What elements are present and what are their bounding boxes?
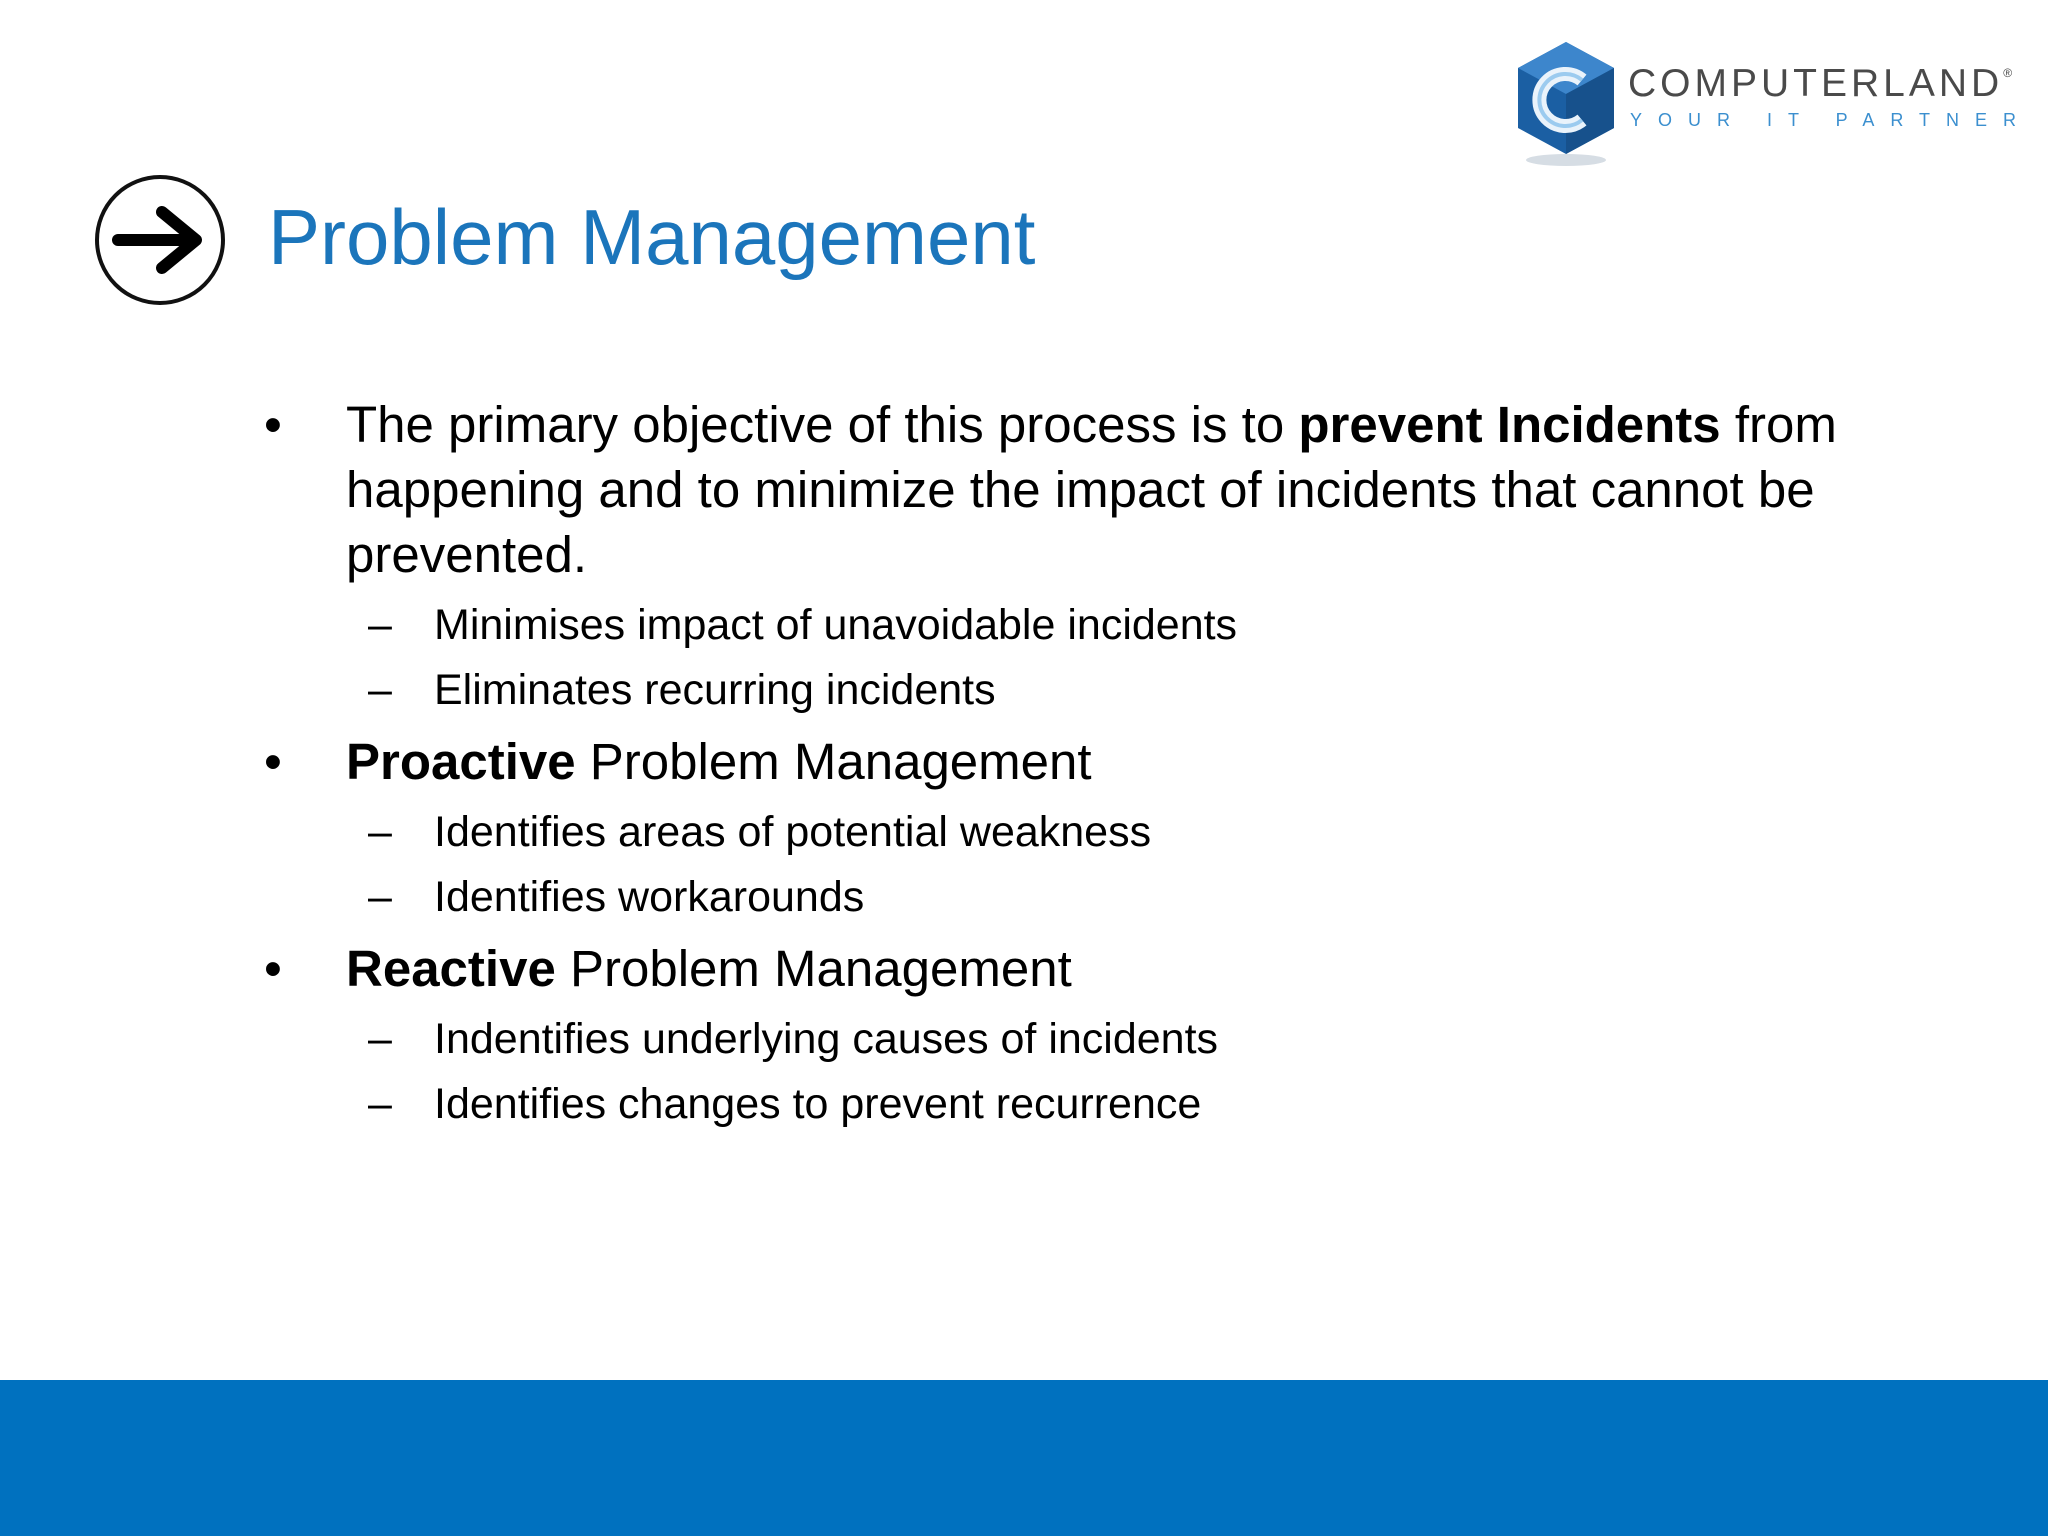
dash-mark: – [368, 873, 392, 921]
bullet-text: Problem Management [575, 733, 1092, 790]
sub-item [264, 593, 1944, 658]
footer-band [0, 1380, 2048, 1536]
page-title: Problem Management [268, 193, 1036, 281]
sub-item [264, 1007, 1944, 1072]
bullet-mark: • [264, 940, 282, 997]
bullet-text: from happening and to minimize the impact of incidents that cannot be prevented. [346, 396, 1837, 583]
dash-mark: – [368, 1080, 392, 1128]
sub-item-text: Minimises impact of unavoidable incidents [434, 601, 1238, 649]
bullet-list [264, 392, 1944, 1137]
sub-item [264, 1072, 1944, 1137]
logo-name [1628, 62, 2012, 106]
cube-logo-icon [1510, 38, 1622, 168]
bullet-text: The primary objective of this process is to [346, 396, 1299, 453]
sub-list [264, 1007, 1944, 1137]
sub-list [264, 800, 1944, 930]
arrow-right-circle-icon [92, 172, 228, 308]
dash-mark: – [368, 666, 392, 714]
sub-item-text: Eliminates recurring incidents [434, 666, 996, 714]
logo-tagline: YOUR IT PARTNER [1630, 110, 2033, 130]
bullet-item-proactive [264, 729, 1944, 794]
sub-item-text: Identifies changes to prevent recurrence [434, 1080, 1202, 1128]
sub-item [264, 658, 1944, 723]
dash-mark: – [368, 808, 392, 856]
sub-item-text: Identifies areas of potential weakness [434, 808, 1152, 856]
sub-item [264, 865, 1944, 930]
sub-item-text: Identifies workarounds [434, 873, 865, 921]
sub-item-text: Indentifies underlying causes of incidents [434, 1015, 1219, 1063]
dash-mark: – [368, 1015, 392, 1063]
bullet-text: Problem Management [555, 940, 1072, 997]
bullet-text-bold: Proactive [346, 733, 576, 790]
bullet-mark: • [264, 396, 282, 453]
sub-list [264, 593, 1944, 723]
bullet-item-reactive [264, 936, 1944, 1001]
bullet-item-objective [264, 392, 1944, 587]
dash-mark: – [368, 601, 392, 649]
logo-trademark: ® [2003, 66, 2013, 80]
bullet-mark: • [264, 733, 282, 790]
bullet-text-bold: Reactive [346, 940, 556, 997]
sub-item [264, 800, 1944, 865]
logo-name-text: COMPUTERLAND [1628, 62, 2004, 105]
bullet-text-bold: prevent Incidents [1298, 396, 1721, 453]
computerland-logo [1510, 38, 2033, 168]
